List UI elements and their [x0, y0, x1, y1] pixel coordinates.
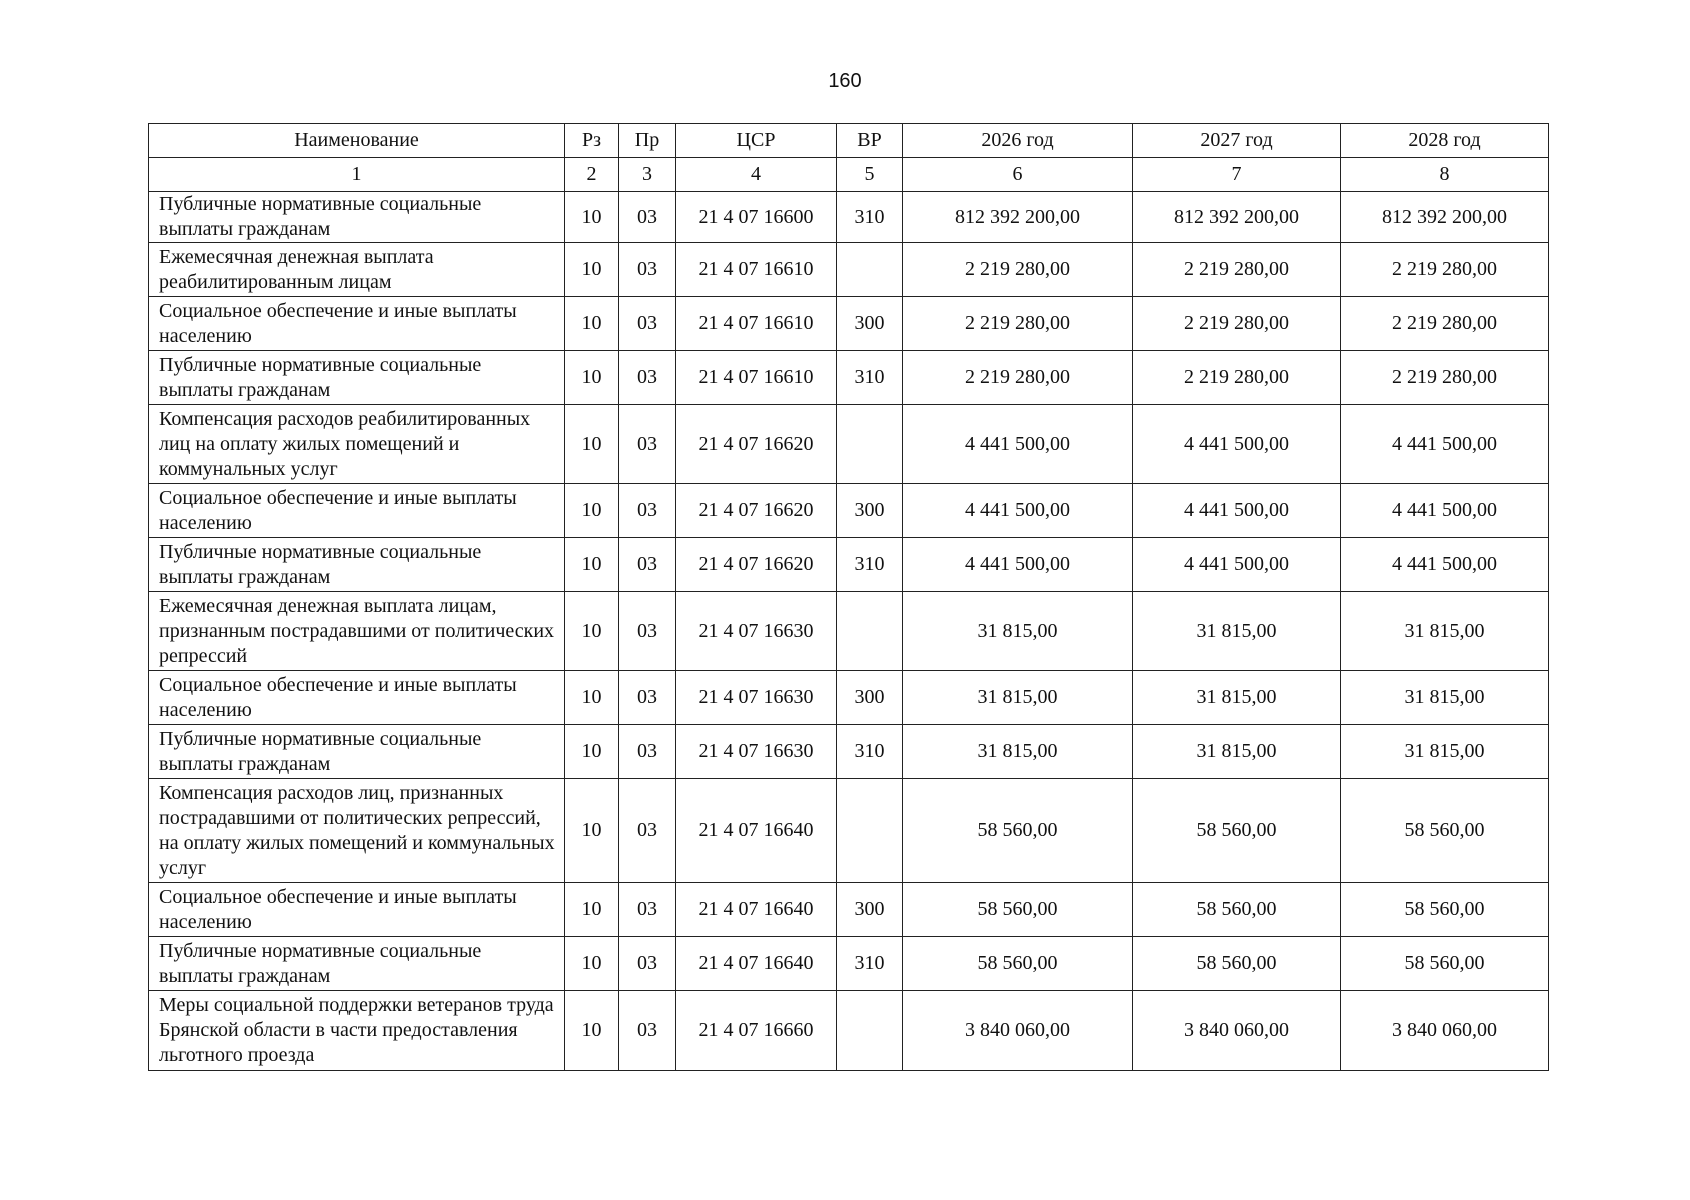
row-value-2028: 4 441 500,00 [1341, 405, 1549, 484]
row-value-2026: 58 560,00 [903, 779, 1133, 883]
row-rz: 10 [565, 725, 619, 779]
row-vr: 300 [837, 883, 903, 937]
row-csr: 21 4 07 16620 [676, 538, 837, 592]
row-value-2027: 812 392 200,00 [1133, 192, 1341, 243]
row-name: Социальное обеспечение и иные выплаты населению [149, 883, 565, 937]
budget-table [148, 123, 1549, 1071]
row-pr: 03 [619, 538, 676, 592]
row-rz: 10 [565, 192, 619, 243]
row-vr [837, 779, 903, 883]
row-pr: 03 [619, 592, 676, 671]
row-vr: 300 [837, 671, 903, 725]
row-name: Компенсация расходов лиц, признанных пострадавшими от политических репрессий, на оплату жилых помещений и коммунальных услуг [149, 779, 565, 883]
row-name: Меры социальной поддержки ветеранов труда Брянской области в части предоставления льготного проезда [149, 991, 565, 1071]
column-number: 2 [565, 158, 619, 192]
header-csr: ЦСР [676, 124, 837, 158]
row-vr: 310 [837, 192, 903, 243]
row-rz: 10 [565, 484, 619, 538]
column-number: 6 [903, 158, 1133, 192]
row-value-2026: 58 560,00 [903, 883, 1133, 937]
row-value-2028: 31 815,00 [1341, 592, 1549, 671]
table-row [149, 351, 1549, 405]
row-rz: 10 [565, 779, 619, 883]
table-row [149, 937, 1549, 991]
row-value-2028: 58 560,00 [1341, 937, 1549, 991]
header-2027: 2027 год [1133, 124, 1341, 158]
row-value-2028: 4 441 500,00 [1341, 538, 1549, 592]
row-pr: 03 [619, 351, 676, 405]
row-value-2027: 31 815,00 [1133, 725, 1341, 779]
table-row [149, 538, 1549, 592]
row-rz: 10 [565, 991, 619, 1071]
table-row [149, 405, 1549, 484]
column-number: 7 [1133, 158, 1341, 192]
row-value-2027: 2 219 280,00 [1133, 351, 1341, 405]
row-pr: 03 [619, 883, 676, 937]
table-row [149, 671, 1549, 725]
row-value-2026: 31 815,00 [903, 671, 1133, 725]
row-value-2026: 4 441 500,00 [903, 538, 1133, 592]
header-rz: Рз [565, 124, 619, 158]
row-value-2027: 2 219 280,00 [1133, 297, 1341, 351]
row-value-2027: 4 441 500,00 [1133, 538, 1341, 592]
row-value-2026: 4 441 500,00 [903, 484, 1133, 538]
column-number-row [149, 158, 1549, 192]
row-value-2028: 58 560,00 [1341, 883, 1549, 937]
table-row [149, 991, 1549, 1071]
table-row [149, 297, 1549, 351]
header-2026: 2026 год [903, 124, 1133, 158]
row-csr: 21 4 07 16610 [676, 297, 837, 351]
row-value-2028: 2 219 280,00 [1341, 243, 1549, 297]
row-name: Ежемесячная денежная выплата реабилитированным лицам [149, 243, 565, 297]
row-rz: 10 [565, 538, 619, 592]
column-number: 8 [1341, 158, 1549, 192]
row-name: Публичные нормативные социальные выплаты гражданам [149, 725, 565, 779]
row-value-2027: 31 815,00 [1133, 592, 1341, 671]
row-value-2027: 4 441 500,00 [1133, 405, 1341, 484]
row-value-2026: 2 219 280,00 [903, 243, 1133, 297]
row-vr: 300 [837, 297, 903, 351]
row-csr: 21 4 07 16660 [676, 991, 837, 1071]
column-number: 3 [619, 158, 676, 192]
row-value-2026: 31 815,00 [903, 725, 1133, 779]
row-csr: 21 4 07 16640 [676, 883, 837, 937]
row-value-2026: 3 840 060,00 [903, 991, 1133, 1071]
row-pr: 03 [619, 671, 676, 725]
row-value-2026: 2 219 280,00 [903, 297, 1133, 351]
row-vr [837, 592, 903, 671]
row-csr: 21 4 07 16630 [676, 725, 837, 779]
table-row [149, 592, 1549, 671]
row-name: Публичные нормативные социальные выплаты гражданам [149, 538, 565, 592]
row-value-2028: 31 815,00 [1341, 671, 1549, 725]
row-value-2028: 812 392 200,00 [1341, 192, 1549, 243]
row-rz: 10 [565, 592, 619, 671]
row-value-2027: 58 560,00 [1133, 937, 1341, 991]
row-vr [837, 405, 903, 484]
row-rz: 10 [565, 883, 619, 937]
row-pr: 03 [619, 779, 676, 883]
row-value-2026: 2 219 280,00 [903, 351, 1133, 405]
row-name: Публичные нормативные социальные выплаты гражданам [149, 192, 565, 243]
row-csr: 21 4 07 16610 [676, 351, 837, 405]
row-csr: 21 4 07 16630 [676, 671, 837, 725]
row-value-2028: 2 219 280,00 [1341, 351, 1549, 405]
header-row [149, 124, 1549, 158]
table-row [149, 484, 1549, 538]
row-value-2027: 2 219 280,00 [1133, 243, 1341, 297]
row-pr: 03 [619, 192, 676, 243]
table-row [149, 779, 1549, 883]
row-name: Публичные нормативные социальные выплаты гражданам [149, 937, 565, 991]
table-row [149, 725, 1549, 779]
row-csr: 21 4 07 16600 [676, 192, 837, 243]
column-number: 5 [837, 158, 903, 192]
row-rz: 10 [565, 937, 619, 991]
row-vr: 310 [837, 937, 903, 991]
row-csr: 21 4 07 16630 [676, 592, 837, 671]
row-value-2026: 812 392 200,00 [903, 192, 1133, 243]
row-value-2027: 4 441 500,00 [1133, 484, 1341, 538]
row-name: Социальное обеспечение и иные выплаты населению [149, 671, 565, 725]
row-pr: 03 [619, 297, 676, 351]
row-value-2026: 31 815,00 [903, 592, 1133, 671]
row-name: Социальное обеспечение и иные выплаты населению [149, 484, 565, 538]
row-vr: 300 [837, 484, 903, 538]
row-csr: 21 4 07 16620 [676, 484, 837, 538]
row-pr: 03 [619, 405, 676, 484]
row-value-2027: 58 560,00 [1133, 779, 1341, 883]
row-csr: 21 4 07 16610 [676, 243, 837, 297]
row-rz: 10 [565, 351, 619, 405]
row-csr: 21 4 07 16640 [676, 937, 837, 991]
row-vr: 310 [837, 538, 903, 592]
row-value-2028: 58 560,00 [1341, 779, 1549, 883]
row-value-2027: 58 560,00 [1133, 883, 1341, 937]
row-value-2027: 31 815,00 [1133, 671, 1341, 725]
row-value-2026: 4 441 500,00 [903, 405, 1133, 484]
column-number: 1 [149, 158, 565, 192]
row-pr: 03 [619, 937, 676, 991]
header-2028: 2028 год [1341, 124, 1549, 158]
row-name: Публичные нормативные социальные выплаты гражданам [149, 351, 565, 405]
row-rz: 10 [565, 405, 619, 484]
header-pr: Пр [619, 124, 676, 158]
table-row [149, 883, 1549, 937]
row-name: Социальное обеспечение и иные выплаты населению [149, 297, 565, 351]
row-csr: 21 4 07 16620 [676, 405, 837, 484]
row-vr: 310 [837, 351, 903, 405]
row-pr: 03 [619, 725, 676, 779]
row-vr: 310 [837, 725, 903, 779]
row-rz: 10 [565, 297, 619, 351]
row-rz: 10 [565, 671, 619, 725]
table-row [149, 192, 1549, 243]
table-row [149, 243, 1549, 297]
row-value-2028: 2 219 280,00 [1341, 297, 1549, 351]
row-vr [837, 243, 903, 297]
row-pr: 03 [619, 991, 676, 1071]
row-value-2028: 3 840 060,00 [1341, 991, 1549, 1071]
row-pr: 03 [619, 484, 676, 538]
row-name: Ежемесячная денежная выплата лицам, признанным пострадавшими от политических репрессий [149, 592, 565, 671]
row-vr [837, 991, 903, 1071]
row-pr: 03 [619, 243, 676, 297]
row-value-2026: 58 560,00 [903, 937, 1133, 991]
row-name: Компенсация расходов реабилитированных лиц на оплату жилых помещений и коммунальных услуг [149, 405, 565, 484]
row-value-2028: 31 815,00 [1341, 725, 1549, 779]
row-rz: 10 [565, 243, 619, 297]
header-name: Наименование [149, 124, 565, 158]
row-value-2028: 4 441 500,00 [1341, 484, 1549, 538]
row-value-2027: 3 840 060,00 [1133, 991, 1341, 1071]
page-number: 160 [828, 70, 862, 92]
row-csr: 21 4 07 16640 [676, 779, 837, 883]
column-number: 4 [676, 158, 837, 192]
header-vr: ВР [837, 124, 903, 158]
